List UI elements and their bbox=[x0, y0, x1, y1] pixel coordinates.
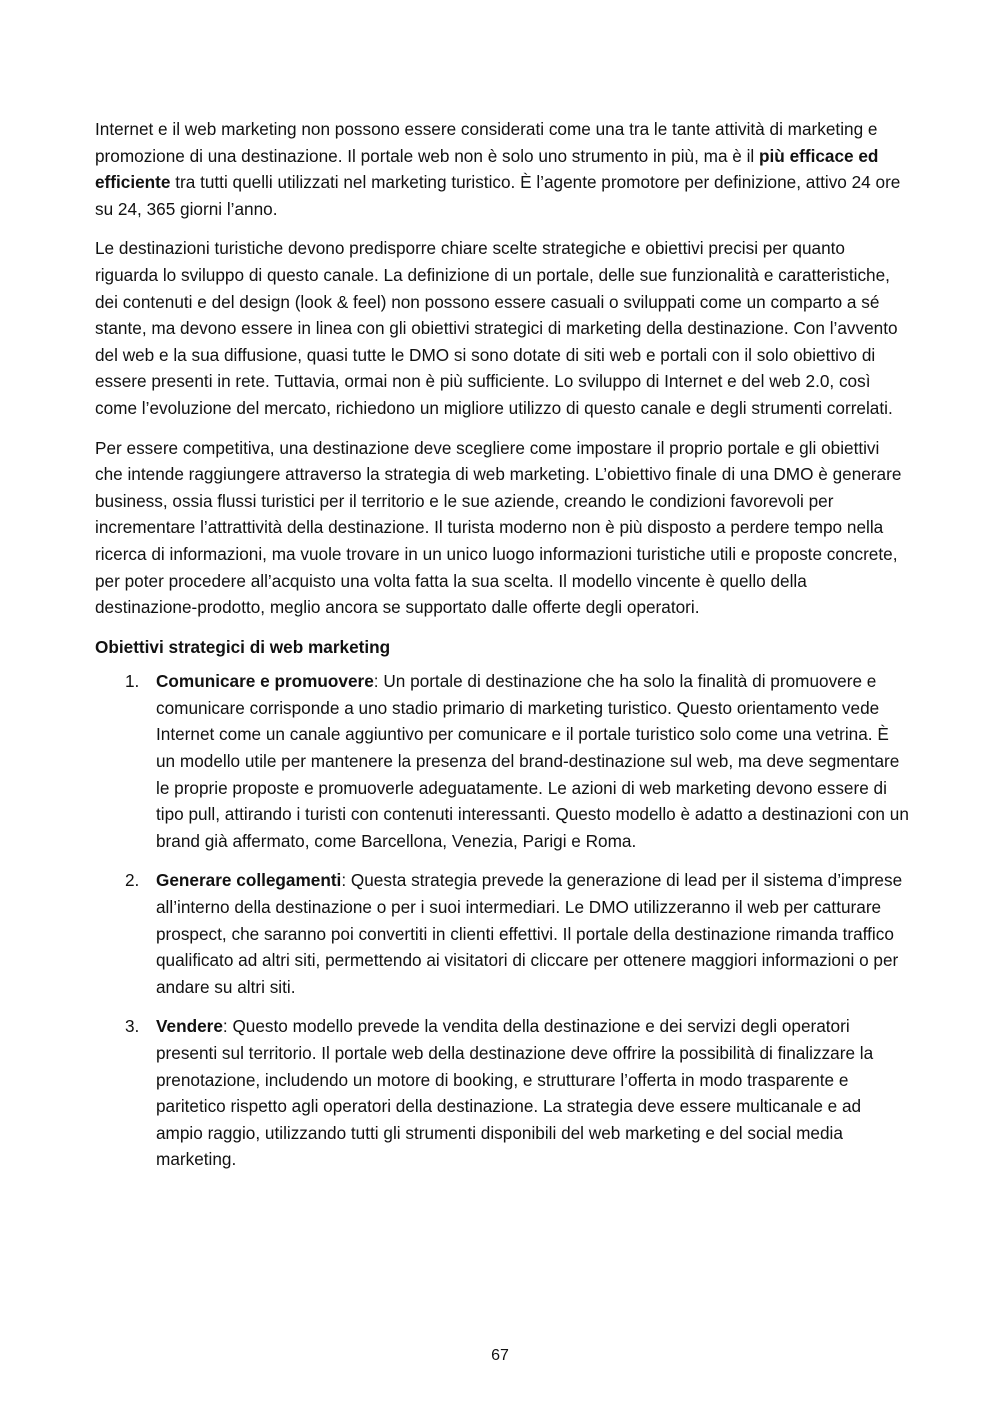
list-item bbox=[95, 867, 910, 1000]
list-item-number: 1. bbox=[125, 671, 140, 692]
paragraph-intro-text-start: Internet e il web marketing non possono essere considerati come una tra le tante attività di marketing e promozione di una destinazione. Il portale web non è solo uno strumento in più, ma è il bbox=[95, 119, 878, 166]
list-item-text: : Questo modello prevede la vendita della destinazione e dei servizi degli operatori presenti sul territorio. Il portale web della destinazione deve offrire la possibilità di finalizzare la prenotazione, includendo un motore di booking, e strutturare l’offerta in modo trasparente e paritetico rispetto agli operatori della destinazione. La strategia deve essere multicanale e ad ampio raggio, utilizzando tutti gli strumenti disponibili del web marketing e del social media marketing. bbox=[156, 1016, 874, 1170]
document-body bbox=[95, 116, 910, 1186]
list-item-text: : Un portale di destinazione che ha solo la finalità di promuovere e comunicare corrisponde a uno stadio primario di marketing turistico. Questo orientamento vede Internet come un canale aggiuntivo per comunicare e il portale turistico solo come una vetrina. È un modello utile per mantenere la presenza del brand-destinazione sul web, ma deve segmentare le proprie proposte e promuoverle adeguatamente. Le azioni di web marketing devono essere di tipo pull, attirando i turisti con contenuti interessanti. Questo modello è adatto a destinazioni con un brand già affermato, come Barcellona, Venezia, Parigi e Roma. bbox=[156, 671, 909, 851]
list-item-title: Comunicare e promuovere bbox=[156, 671, 374, 692]
list-item-text: : Questa strategia prevede la generazione di lead per il sistema d’imprese all’interno della destinazione o per i suoi intermediari. Le DMO utilizzeranno il web per catturare prospect, che saranno poi convertiti in clienti effettivi. Il portale della destinazione rimanda traffico qualificato ad altri siti, permettendo ai visitatori di cliccare per ottenere maggiori informazioni o per andare su altri siti. bbox=[156, 870, 903, 997]
page-number: 67 bbox=[491, 1347, 509, 1364]
paragraph-intro-text-end: tra tutti quelli utilizzati nel marketing turistico. È l’agente promotore per definizione, attivo 24 ore su 24, 365 giorni l’anno. bbox=[95, 172, 901, 219]
list-item bbox=[95, 1013, 910, 1173]
list-item bbox=[95, 668, 910, 854]
objectives-list bbox=[95, 668, 910, 1173]
section-heading: Obiettivi strategici di web marketing bbox=[95, 636, 391, 657]
paragraph-intro-emphasis: più efficace ed efficiente bbox=[95, 145, 879, 193]
list-item-title: Generare collegamenti bbox=[156, 870, 342, 891]
paragraph-intro bbox=[95, 116, 910, 222]
list-item-number: 3. bbox=[125, 1016, 140, 1037]
list-item-number: 2. bbox=[125, 870, 140, 891]
paragraph-strategy: Le destinazioni turistiche devono predisporre chiare scelte strategiche e obiettivi precisi per quanto riguarda lo sviluppo di questo canale. La definizione di un portale, delle sue funzionalità e caratteristiche, dei contenuti e del design (look & feel) non possono essere casuali o sviluppati come un comparto a sé stante, ma devono essere in linea con gli obiettivi strategici di marketing della destinazione. Con l’avvento del web e la sua diffusione, quasi tutte le DMO si sono dotate di siti web e portali con il solo obiettivo di essere presenti in rete. Tuttavia, ormai non è più sufficiente. Lo sviluppo di Internet e del web 2.0, così come l’evoluzione del mercato, richiedono un migliore utilizzo di questo canale e degli strumenti correlati. bbox=[95, 238, 898, 418]
paragraph-competitiveness: Per essere competitiva, una destinazione deve scegliere come impostare il proprio portale e gli obiettivi che intende raggiungere attraverso la strategia di web marketing. L’obiettivo finale di una DMO è generare business, ossia flussi turistici per il territorio e le sue aziende, creando le condizioni favorevoli per incrementare l’attrattività della destinazione. Il turista moderno non è più disposto a perdere tempo nella ricerca di informazioni, ma vuole trovare in un unico luogo informazioni turistiche utili e proposte concrete, per poter procedere all’acquisto una volta fatta la sua scelta. Il modello vincente è quello della destinazione-prodotto, meglio ancora se supportato dalle offerte degli operatori. bbox=[95, 437, 902, 618]
list-item-title: Vendere bbox=[156, 1016, 223, 1037]
